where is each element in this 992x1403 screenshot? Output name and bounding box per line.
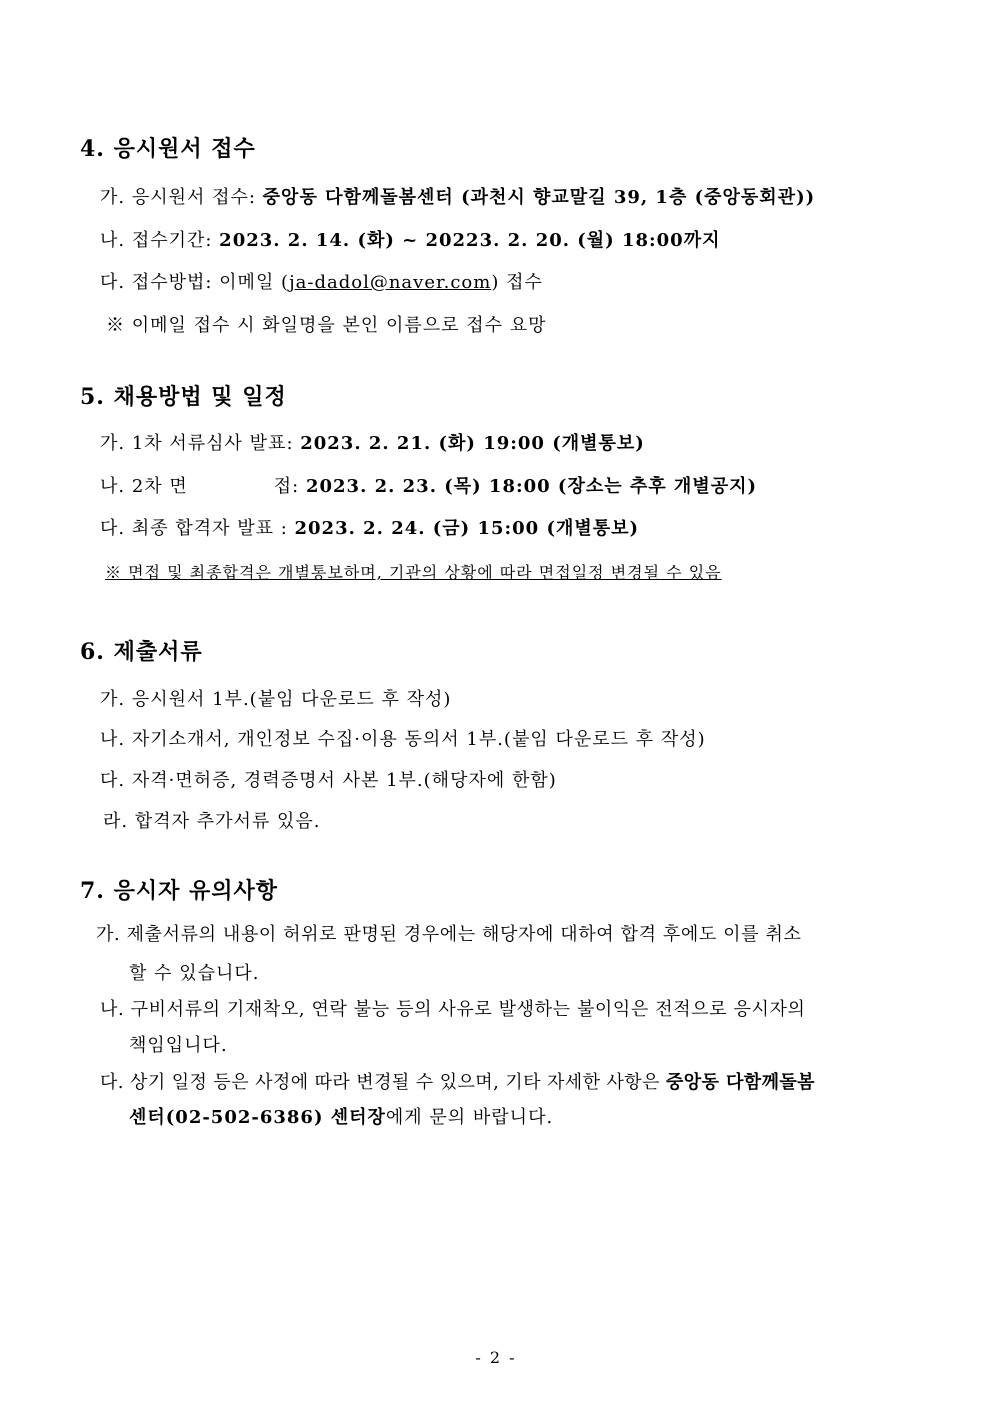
s4-item-b-value: 2023. 2. 14. (화) ~ 20223. 2. 20. (월) 18:00까지 xyxy=(219,230,721,251)
s6-item: 라. 합격자 추가서류 있음. xyxy=(103,811,321,832)
s7-item-c-line2 xyxy=(129,1103,553,1129)
s4-item-b xyxy=(100,226,720,252)
s5-item-b-value: 2023. 2. 23. (목) 18:00 (장소는 추후 개별공지) xyxy=(305,476,757,497)
s5-item-a-value: 2023. 2. 21. (화) 19:00 (개별통보) xyxy=(300,433,645,454)
s7-item-c-text: 다. 상기 일정 등은 사정에 따라 변경될 수 있으며, 기타 자세한 사항은 xyxy=(100,1072,666,1093)
s5-item-a-label: 가. 1차 서류심사 발표: xyxy=(100,433,301,454)
s5-item-b-label-1: 나. 2차 면 xyxy=(100,476,188,497)
s6-item: 가. 응시원서 1부.(붙임 다운로드 후 작성) xyxy=(100,689,452,710)
s7-item-c-suffix: 에게 문의 바랍니다. xyxy=(385,1107,554,1128)
email-link[interactable]: ja-dadol@naver.com xyxy=(289,272,492,293)
s7-item-c-center-name: 중앙동 다함께돌봄 xyxy=(665,1072,815,1093)
page-number: - 2 - xyxy=(475,1348,517,1367)
s4-item-a-value: 중앙동 다함께돌봄센터 (과천시 향교말길 39, 1층 (중앙동회관)) xyxy=(262,187,816,208)
section-5-title: 5. 채용방법 및 일정 xyxy=(80,384,287,410)
s7-item-c-contact: 센터(02-502-6386) 센터장 xyxy=(129,1107,386,1128)
s5-item-b-label-2: 접: xyxy=(273,476,306,497)
s4-item-a xyxy=(100,183,815,209)
s4-item-c xyxy=(100,268,543,294)
s5-note: ※ 면접 및 최종합격은 개별통보하며, 기관의 상황에 따라 면접일정 변경될 수 있음 xyxy=(105,563,722,582)
s4-item-c-label: 다. 접수방법: 이메일 ( xyxy=(100,272,290,293)
s4-item-a-label: 가. 응시원서 접수: xyxy=(100,187,263,208)
section-4-title: 4. 응시원서 접수 xyxy=(80,136,256,162)
section-7-title: 7. 응시자 유의사항 xyxy=(80,878,279,904)
section-6-title: 6. 제출서류 xyxy=(80,639,203,665)
s7-item-b-line2: 책임입니다. xyxy=(129,1035,228,1056)
s5-item-b xyxy=(100,472,757,498)
s7-item-b-line1: 나. 구비서류의 기재착오, 연락 불능 등의 사유로 발생하는 불이익은 전적으로 응시자의 xyxy=(100,999,806,1020)
s6-item: 나. 자기소개서, 개인정보 수집·이용 동의서 1부.(붙임 다운로드 후 작성) xyxy=(100,729,706,750)
s6-item: 다. 자격·면허증, 경력증명서 사본 1부.(해당자에 한함) xyxy=(100,770,557,791)
s7-item-a-line2: 할 수 있습니다. xyxy=(129,963,260,984)
s5-item-c xyxy=(100,514,639,540)
s4-item-c-suffix: ) 접수 xyxy=(491,272,543,293)
s5-item-c-value: 2023. 2. 24. (금) 15:00 (개별통보) xyxy=(294,518,640,539)
s7-item-a-line1: 가. 제출서류의 내용이 허위로 판명된 경우에는 해당자에 대하여 합격 후에도 이를 취소 xyxy=(96,924,802,945)
s5-item-a xyxy=(100,429,645,455)
s5-item-c-label: 다. 최종 합격자 발표 : xyxy=(100,518,295,539)
s4-item-b-label: 나. 접수기간: xyxy=(100,230,220,251)
s7-item-c-line1 xyxy=(100,1068,815,1094)
s4-note: ※ 이메일 접수 시 화일명을 본인 이름으로 접수 요망 xyxy=(106,315,547,336)
